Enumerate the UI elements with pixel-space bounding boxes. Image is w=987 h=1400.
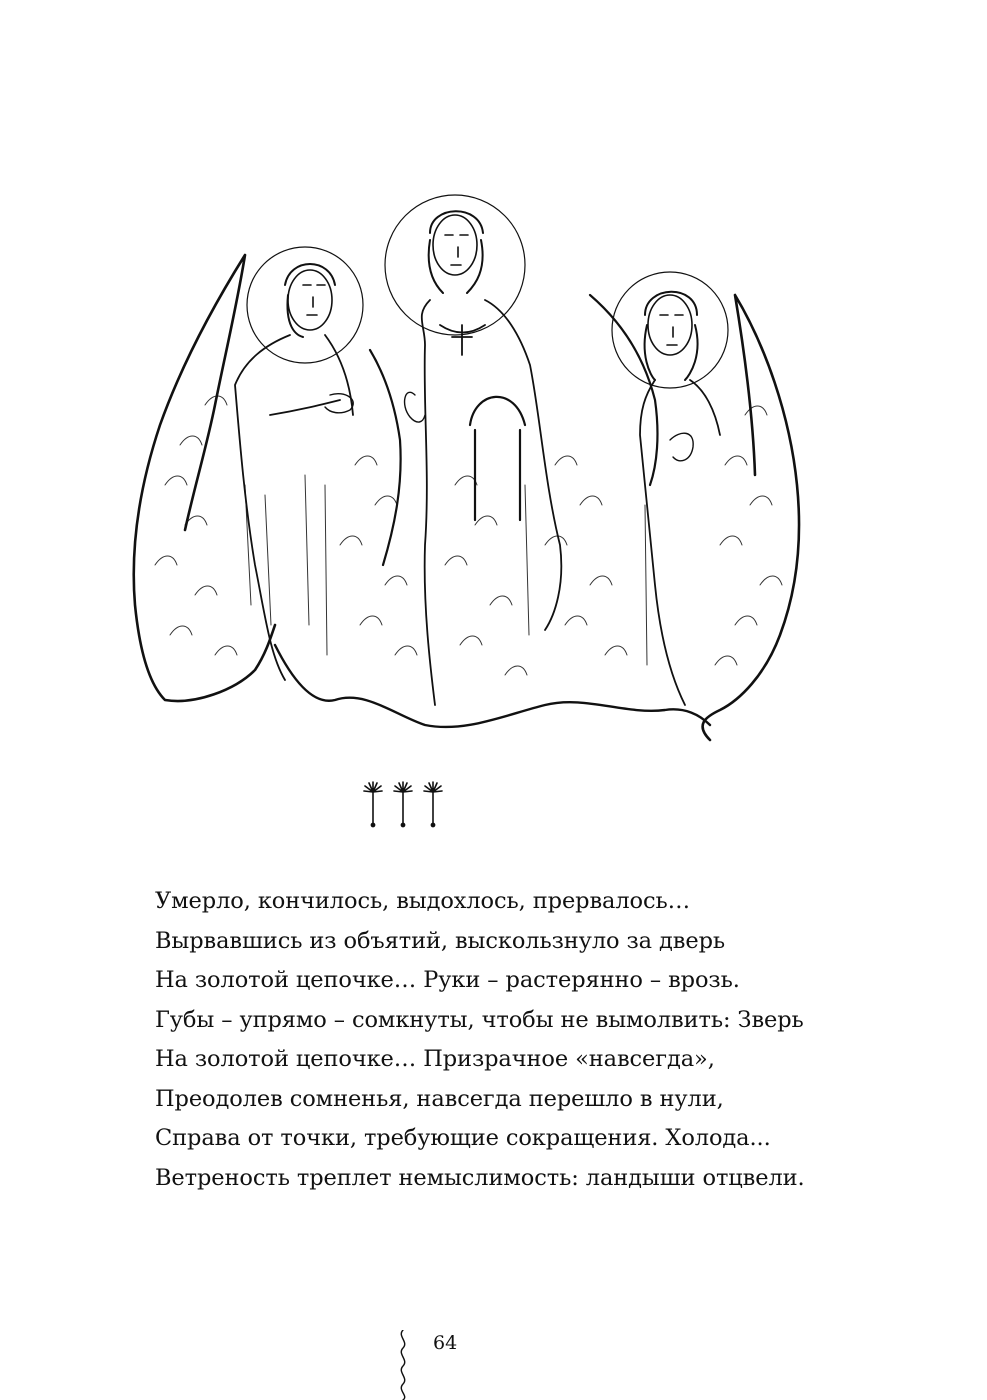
dandelion-3 — [424, 782, 442, 827]
center-robe — [422, 300, 562, 705]
poem-line: Преодолев сомненья, навсегда перешло в нули, — [155, 1085, 724, 1112]
right-face — [648, 295, 692, 355]
poem-line: Умерло, кончилось, выдохлось, прервалось… — [155, 888, 691, 914]
poem-line: На золотой цепочке… Руки – растерянно – врозь. — [155, 967, 740, 993]
poem-line: Вырвавшись из объятий, выскользнуло за дверь — [155, 927, 726, 954]
inner-left-wing — [370, 350, 401, 565]
center-face — [433, 215, 477, 275]
poem-line: Ветреность треплет немыслимость: ландыши отцвели. — [155, 1164, 805, 1191]
page-footer — [395, 1330, 475, 1400]
robe-hem — [275, 645, 710, 727]
three-dandelions-icon — [358, 780, 448, 830]
right-wing — [703, 295, 799, 740]
right-halo — [612, 272, 728, 388]
squiggle-line-icon — [395, 1330, 411, 1400]
poem-line: Губы – упрямо – сомкнуты, чтобы не вымолвить: Зверь — [155, 1006, 804, 1033]
poem-line: На золотой цепочке… Призрачное «навсегда», — [155, 1046, 715, 1072]
right-robe — [640, 380, 720, 705]
poem-line: Справа от точки, требующие сокращения. Холода... — [155, 1125, 771, 1151]
poem — [155, 882, 875, 1198]
dandelion-1 — [364, 782, 382, 827]
left-face — [288, 270, 332, 330]
three-angels-drawing — [125, 185, 805, 750]
left-wing — [134, 255, 275, 701]
left-robe — [235, 335, 353, 680]
feather-pattern — [155, 396, 782, 675]
page-number: 64 — [433, 1332, 458, 1354]
dandelion-2 — [394, 782, 412, 827]
